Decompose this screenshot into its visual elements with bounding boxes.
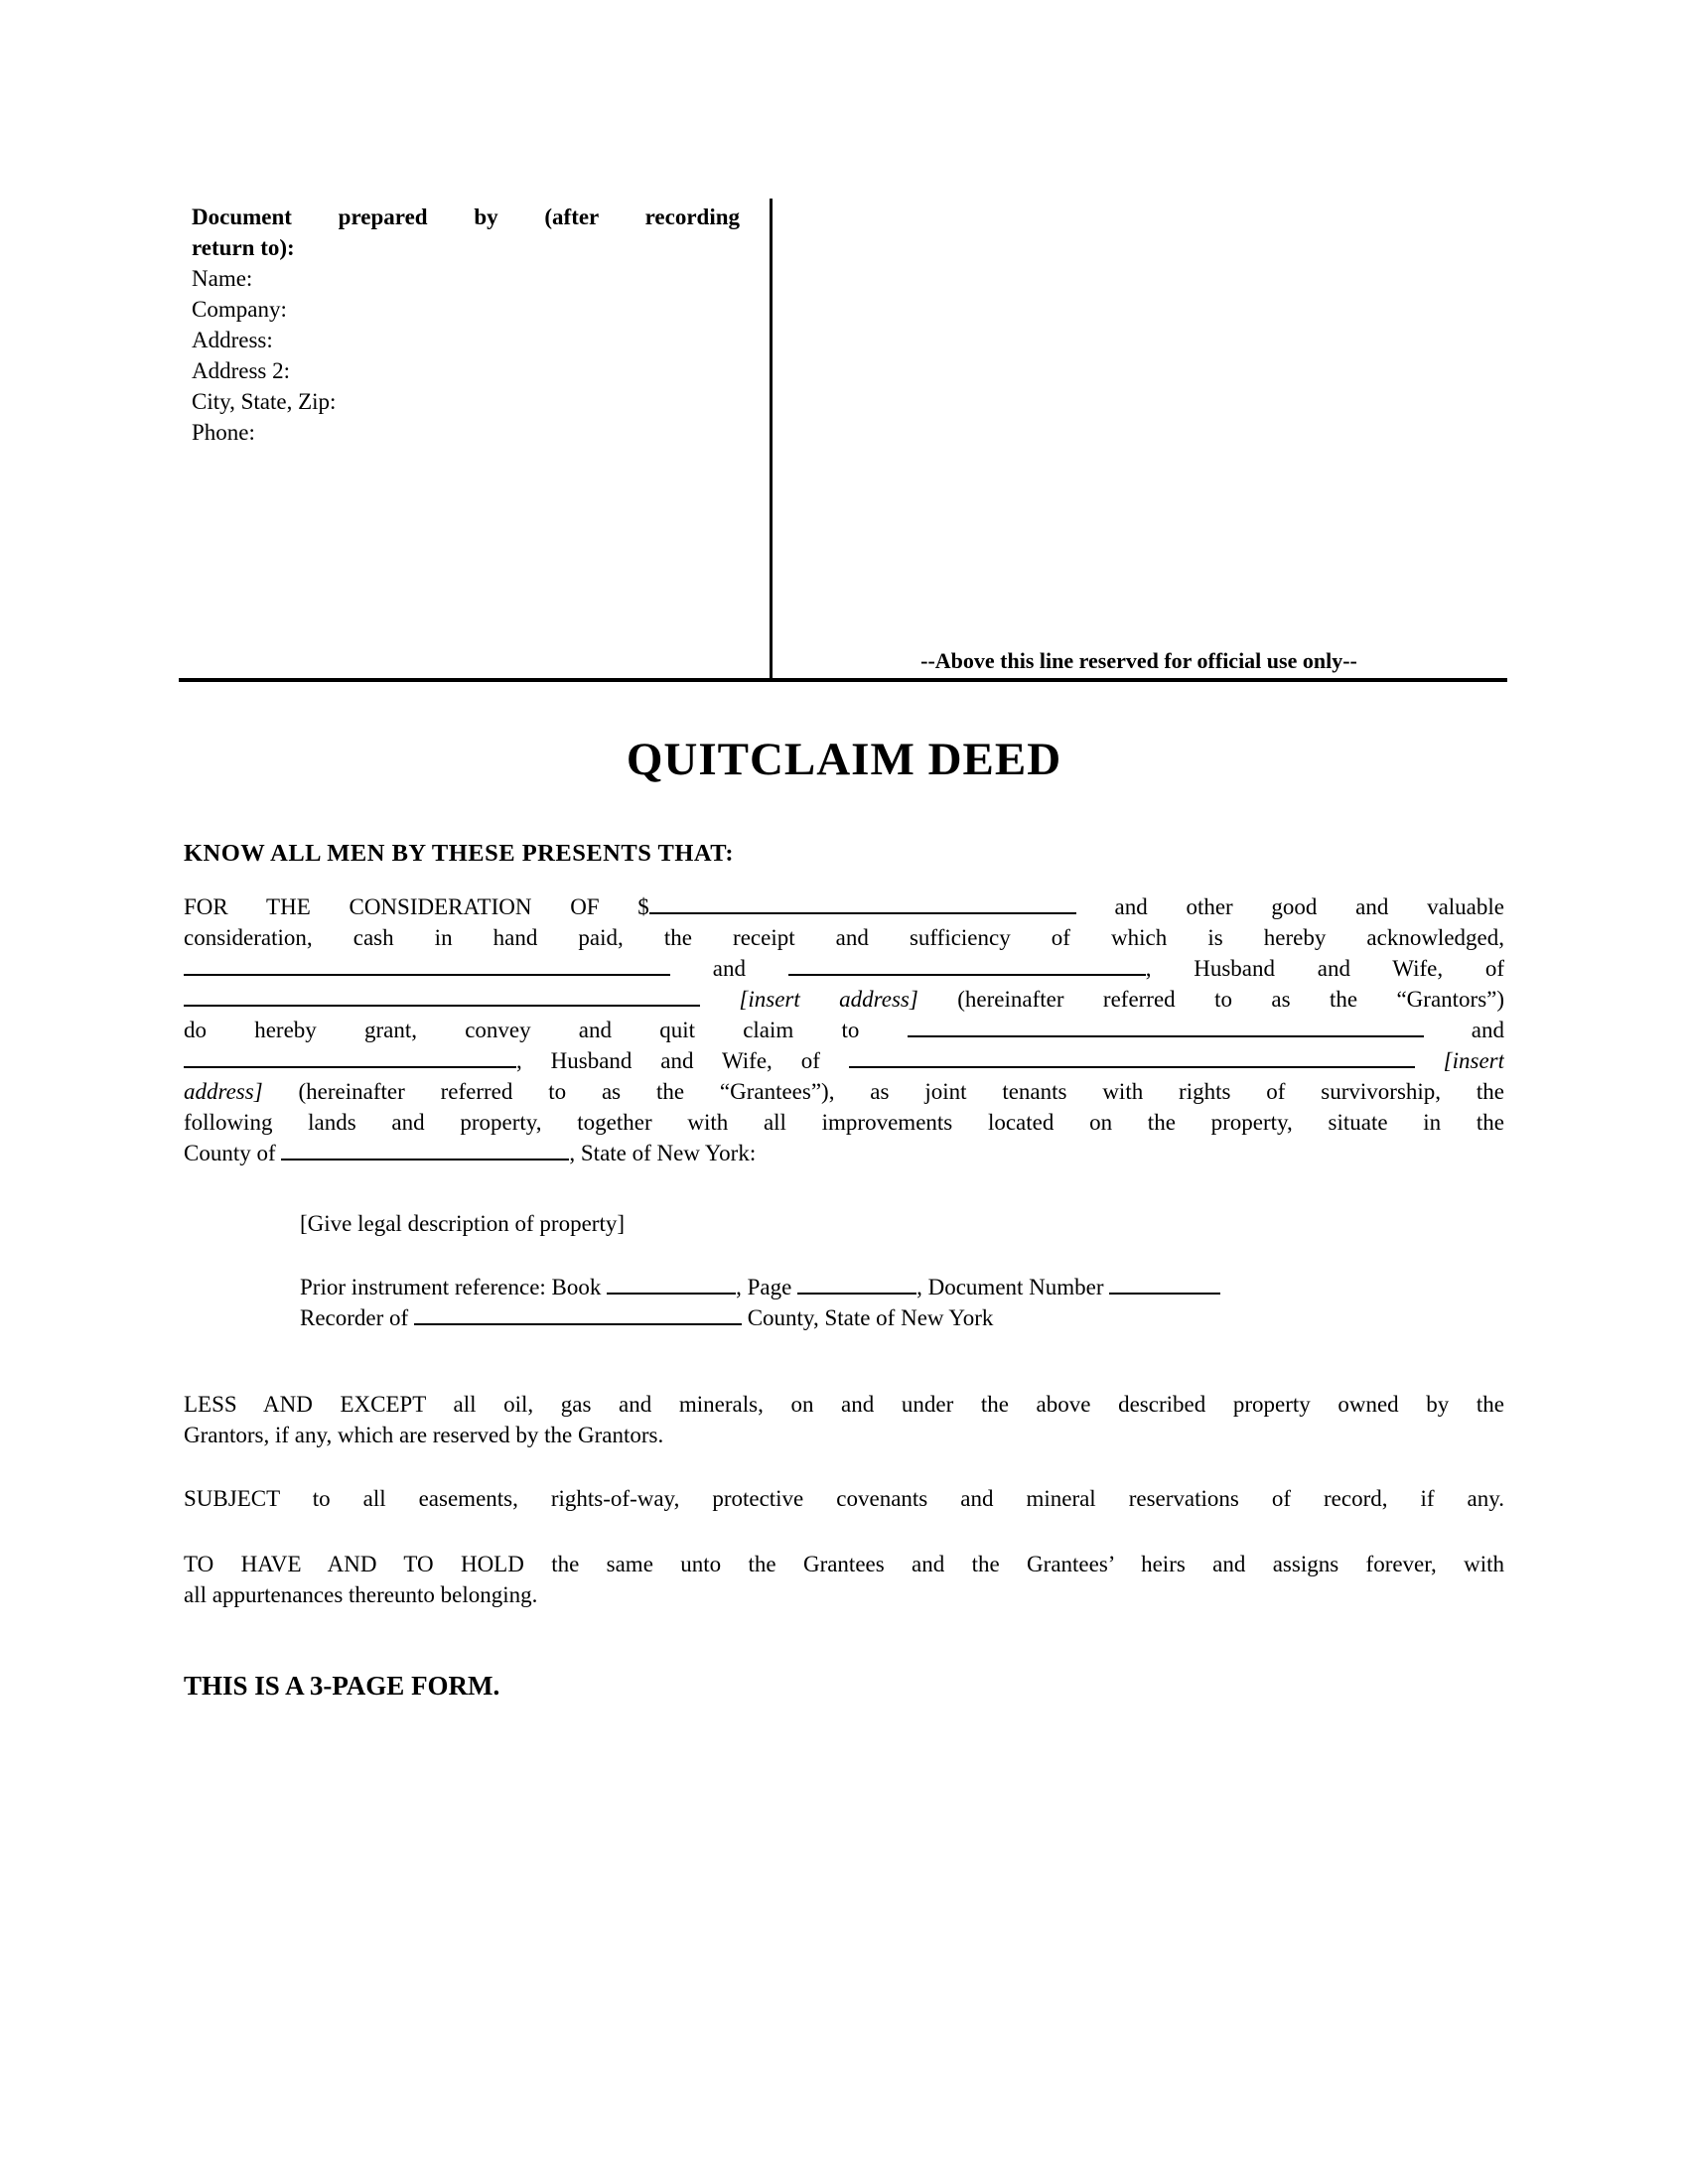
- text-line: [300, 1272, 1504, 1302]
- text-segment: , Page: [736, 1275, 798, 1299]
- text-segment: LESS AND EXCEPT all oil, gas and minerals, on and under the above described property owned by the: [184, 1392, 1504, 1417]
- text-segment: SUBJECT to all easements, rights-of-way, protective covenants and mineral reservations of record, if any.: [184, 1486, 1504, 1511]
- text-line: [184, 1420, 1504, 1450]
- text-line: [184, 1045, 1504, 1076]
- prepared-by-box: [192, 202, 740, 448]
- text-line: [192, 355, 740, 386]
- fill-in-blank: [649, 891, 1076, 914]
- text-line: [184, 1579, 1504, 1610]
- fill-in-blank: [797, 1272, 916, 1295]
- text-segment: and other good and valuable: [1075, 894, 1504, 919]
- text-segment: , Husband and Wife, of: [516, 1048, 849, 1073]
- text-line: [300, 1302, 1504, 1333]
- text-line: [184, 1015, 1504, 1045]
- fill-in-blank: [788, 953, 1146, 976]
- text-line: [192, 202, 740, 232]
- fill-in-blank: [281, 1138, 569, 1160]
- text-line: [184, 953, 1504, 984]
- text-line: [184, 1483, 1504, 1514]
- text-segment: (hereinafter referred to as the “Grantees”), as joint tenants with rights of survivorship, the: [262, 1079, 1504, 1104]
- text-segment: Grantors, if any, which are reserved by the Grantors.: [184, 1423, 664, 1447]
- deed-paragraph: [184, 891, 1504, 1168]
- text-line: [184, 984, 1504, 1015]
- text-line: [192, 294, 740, 325]
- text-line: [184, 922, 1504, 953]
- habendum-clause: [184, 1549, 1504, 1610]
- fill-in-blank: [414, 1302, 742, 1325]
- text-line: [184, 891, 1504, 922]
- text-segment: Recorder of: [300, 1305, 414, 1330]
- text-segment: , State of New York:: [569, 1141, 757, 1165]
- text-segment: Company:: [192, 297, 287, 322]
- text-segment: address]: [184, 1079, 263, 1104]
- fill-in-blank: [1109, 1272, 1220, 1295]
- text-segment: , Document Number: [916, 1275, 1110, 1299]
- legal-description-placeholder: [Give legal description of property]: [300, 1211, 625, 1236]
- text-segment: Name:: [192, 266, 253, 291]
- text-segment: , Husband and Wife, of: [1145, 956, 1504, 981]
- text-segment: following lands and property, together with all improvements located on the property, situate in the: [184, 1110, 1504, 1135]
- text-line: [192, 325, 740, 355]
- fill-in-blank: [849, 1045, 1415, 1068]
- fill-in-blank: [184, 984, 700, 1007]
- fill-in-blank: [607, 1272, 736, 1295]
- subject-clause: [184, 1483, 1504, 1514]
- text-segment: and: [670, 956, 788, 981]
- text-line: [192, 263, 740, 294]
- text-segment: Address 2:: [192, 358, 291, 383]
- text-segment: do hereby grant, convey and quit claim to: [184, 1018, 908, 1042]
- text-segment: Phone:: [192, 420, 255, 445]
- text-segment: Prior instrument reference: Book: [300, 1275, 608, 1299]
- text-segment: (hereinafter referred to as the “Grantors”): [917, 987, 1504, 1012]
- text-line: [184, 1076, 1504, 1107]
- text-line: [184, 1549, 1504, 1579]
- fill-in-blank: [184, 1045, 516, 1068]
- text-segment: Address:: [192, 328, 273, 352]
- text-segment: FOR THE CONSIDERATION OF $: [184, 894, 649, 919]
- text-segment: [1415, 1048, 1444, 1073]
- official-use-label: --Above this line reserved for official use only--: [920, 648, 1357, 673]
- text-segment: [insert address]: [739, 987, 918, 1012]
- text-segment: return to):: [192, 235, 295, 260]
- text-segment: [700, 987, 739, 1012]
- vertical-divider: [770, 199, 773, 681]
- text-segment: Document prepared by (after recording: [192, 205, 740, 229]
- text-line: [184, 1389, 1504, 1420]
- page-form-note: THIS IS A 3-PAGE FORM.: [184, 1671, 500, 1701]
- prior-instrument-block: [300, 1272, 1504, 1333]
- text-line: [184, 1138, 1504, 1168]
- text-segment: TO HAVE AND TO HOLD the same unto the Grantees and the Grantees’ heirs and assigns forever, with: [184, 1552, 1504, 1576]
- text-segment: County of: [184, 1141, 282, 1165]
- fill-in-blank: [184, 953, 670, 976]
- text-line: [192, 386, 740, 417]
- text-line: [192, 417, 740, 448]
- less-and-except-clause: [184, 1389, 1504, 1450]
- text-segment: County, State of New York: [741, 1305, 994, 1330]
- text-line: [192, 232, 740, 263]
- text-segment: all appurtenances thereunto belonging.: [184, 1582, 538, 1607]
- text-segment: and: [1423, 1018, 1504, 1042]
- text-line: [184, 1107, 1504, 1138]
- page-title: QUITCLAIM DEED: [626, 734, 1062, 785]
- official-use-rule: [179, 678, 1507, 682]
- text-segment: [insert: [1443, 1048, 1504, 1073]
- fill-in-blank: [908, 1015, 1424, 1037]
- text-segment: City, State, Zip:: [192, 389, 337, 414]
- text-segment: consideration, cash in hand paid, the receipt and sufficiency of which is hereby acknowledged,: [184, 925, 1504, 950]
- opening-clause: KNOW ALL MEN BY THESE PRESENTS THAT:: [184, 840, 734, 867]
